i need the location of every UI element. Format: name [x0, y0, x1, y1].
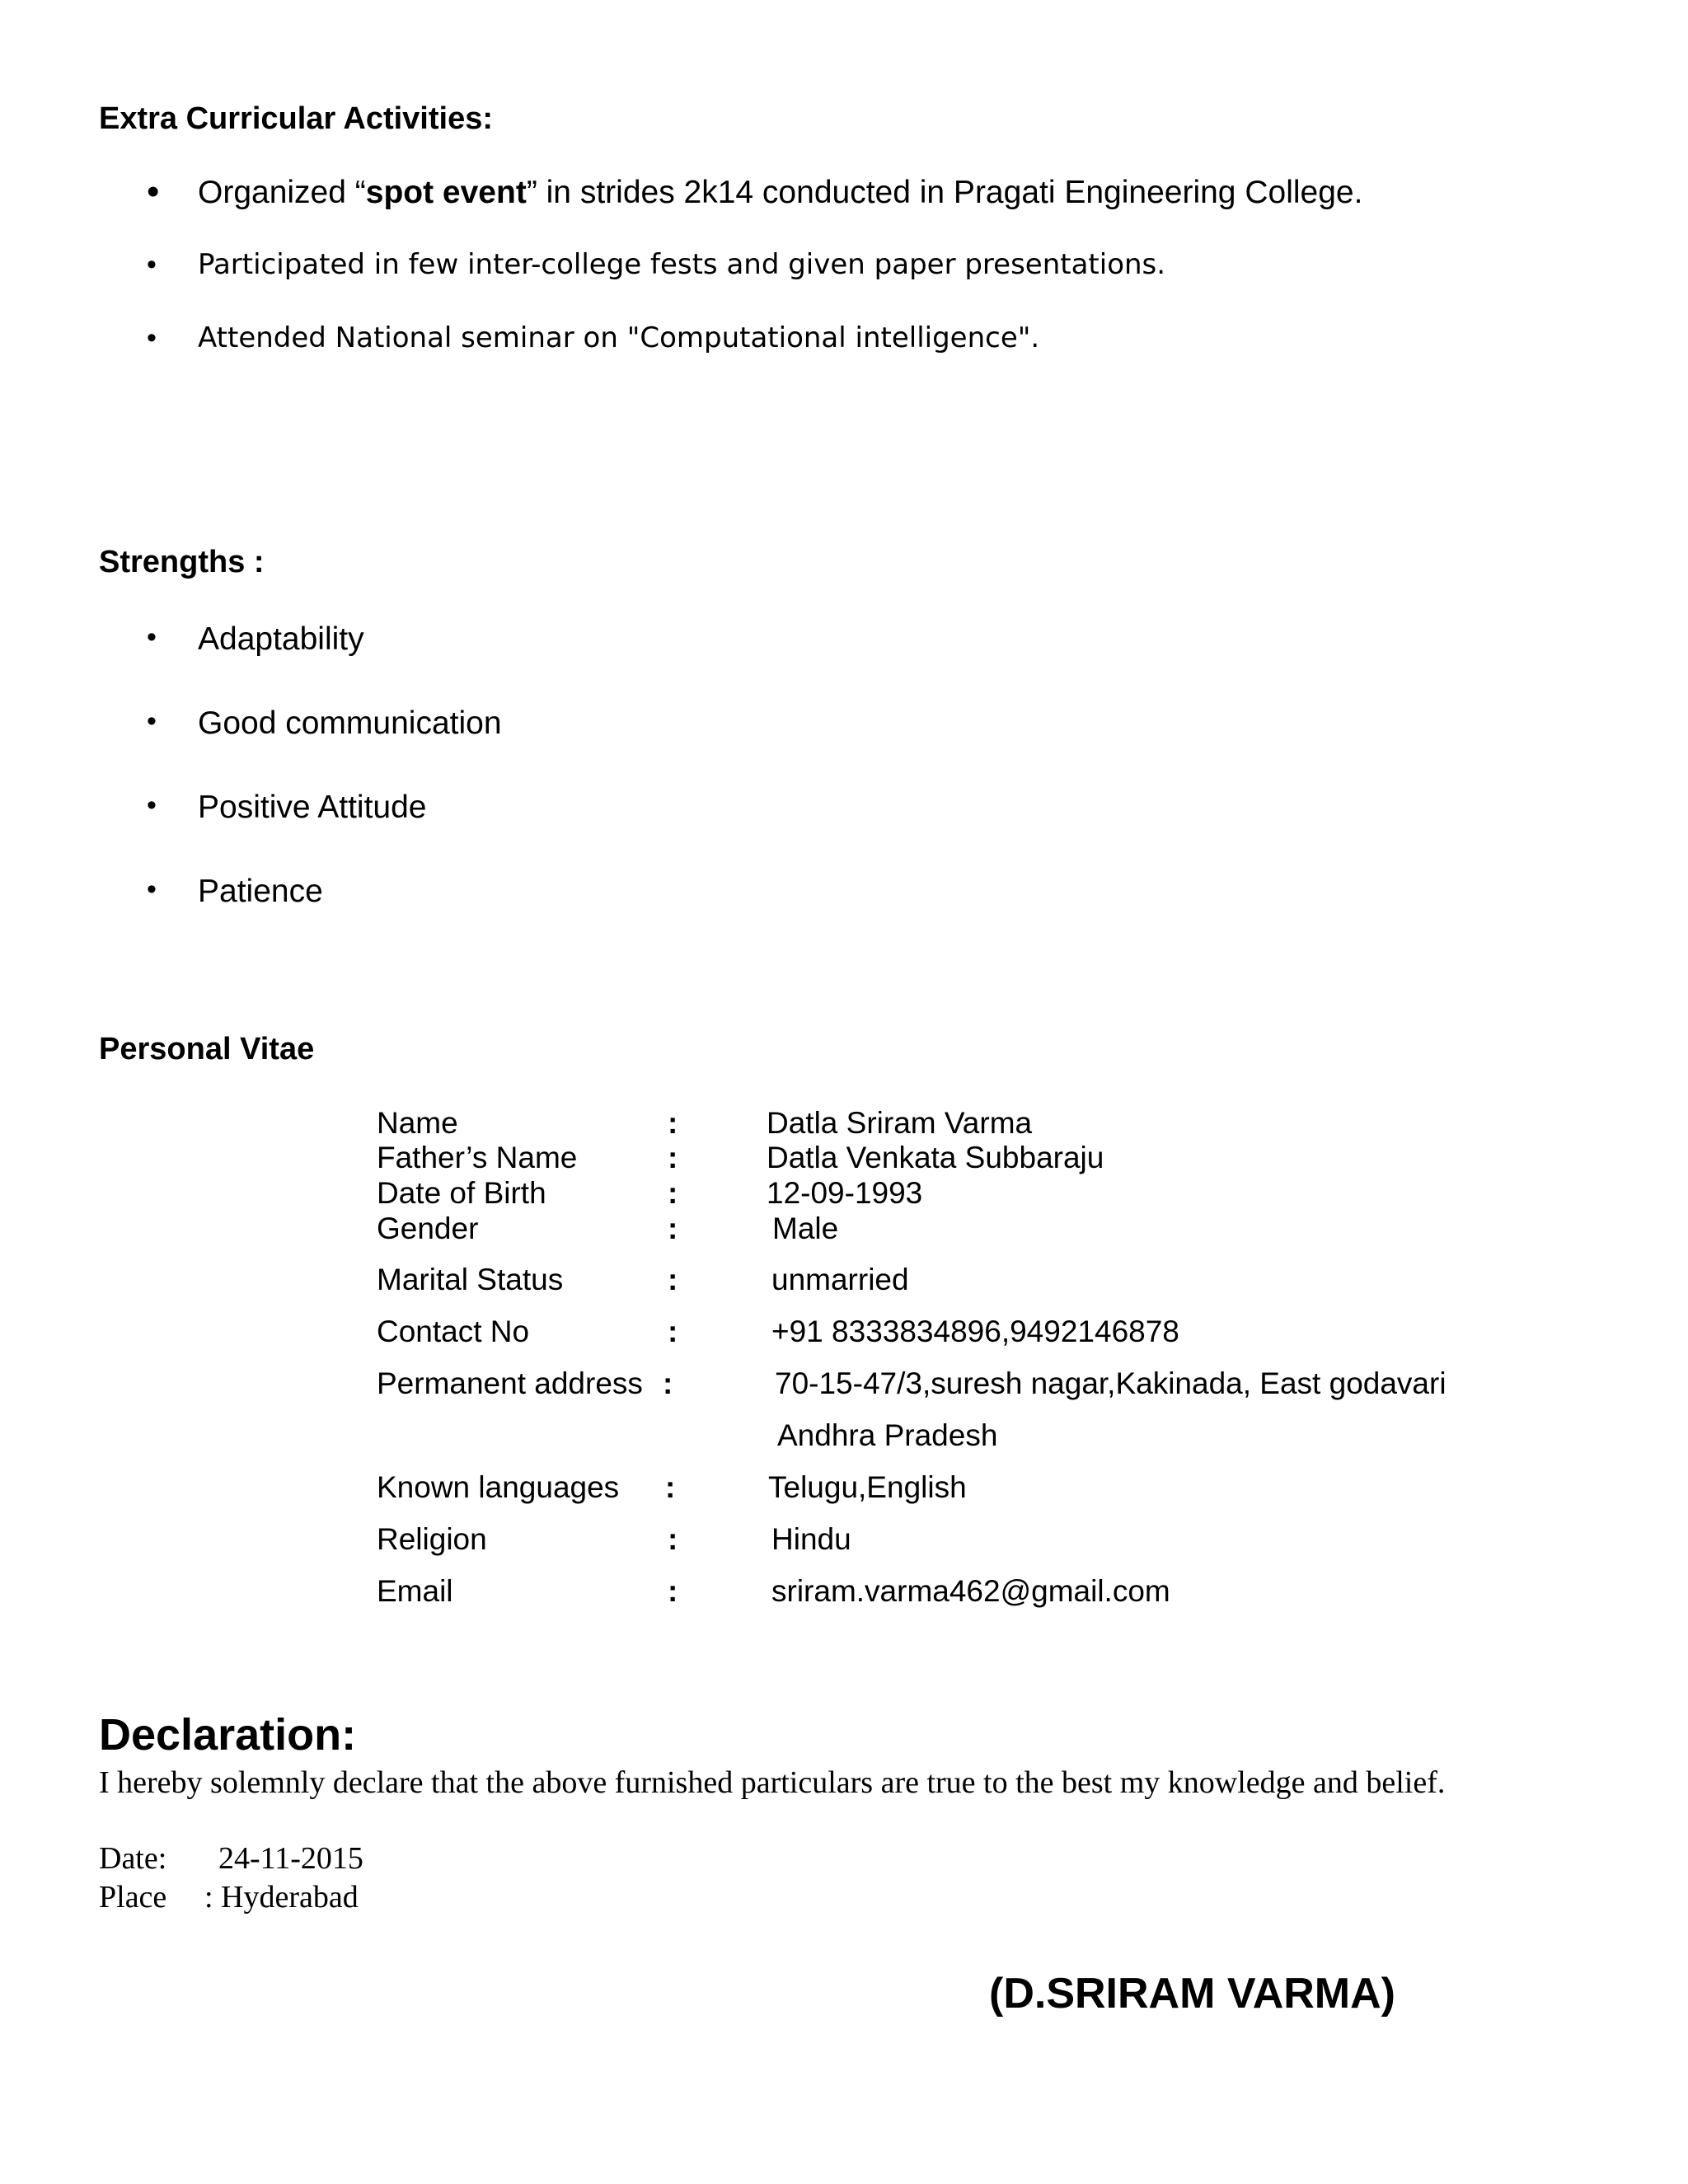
vitae-colon: : [668, 1176, 678, 1210]
bullet-icon: • [147, 621, 157, 653]
vitae-label: Contact No [377, 1315, 530, 1348]
vitae-label: Father’s Name [377, 1141, 578, 1174]
vitae-value: 70-15-47/3,suresh nagar,Kakinada, East godavari [775, 1366, 1447, 1400]
vitae-value: Datla Sriram Varma [767, 1106, 1033, 1140]
vitae-colon: : [668, 1106, 678, 1140]
place-value: : Hyderabad [204, 1880, 359, 1915]
personal-vitae-heading: Personal Vitae [99, 1032, 315, 1066]
vitae-colon: : [668, 1574, 678, 1608]
date-value: 24-11-2015 [218, 1841, 363, 1876]
vitae-value: Hindu [771, 1522, 851, 1556]
vitae-colon: : [665, 1470, 676, 1504]
vitae-value: sriram.varma462@gmail.com [771, 1574, 1170, 1608]
vitae-colon: : [663, 1366, 673, 1400]
vitae-colon: : [668, 1141, 678, 1174]
vitae-label: Date of Birth [377, 1176, 546, 1210]
bullet-icon: • [147, 322, 157, 354]
vitae-label: Gender [377, 1212, 479, 1245]
item-text-suffix: ” in strides 2k14 conducted in Pragati Engineering College. [526, 175, 1363, 210]
list-item-text: Positive Attitude [198, 790, 427, 825]
list-item-text: Adaptability [198, 621, 364, 657]
vitae-value: unmarried [771, 1263, 909, 1296]
date-label: Date: [99, 1841, 167, 1876]
bullet-icon: • [147, 171, 160, 212]
vitae-label: Email [377, 1574, 453, 1608]
extra-curricular-heading: Extra Curricular Activities: [99, 101, 493, 136]
vitae-label: Known languages [377, 1470, 620, 1504]
vitae-label: Religion [377, 1522, 487, 1556]
list-item-text: Patience [198, 874, 323, 909]
item-text-bold: spot event [365, 175, 527, 210]
list-item-text: Attended National seminar on "Computational intelligence". [198, 321, 1040, 354]
bullet-icon: • [147, 249, 157, 280]
declaration-heading: Declaration: [99, 1710, 357, 1760]
list-item-text [198, 176, 1362, 209]
vitae-value: Andhra Pradesh [777, 1418, 998, 1452]
list-item-text: Good communication [198, 705, 502, 741]
vitae-colon: : [668, 1315, 678, 1348]
vitae-value: +91 8333834896,9492146878 [771, 1315, 1179, 1348]
vitae-label: Name [377, 1106, 458, 1140]
vitae-value: Male [772, 1212, 839, 1245]
vitae-label: Permanent address [377, 1366, 643, 1400]
bullet-icon: • [147, 705, 157, 737]
vitae-value: Datla Venkata Subbaraju [767, 1141, 1104, 1174]
list-item-text: Participated in few inter-college fests and given paper presentations. [198, 248, 1166, 281]
vitae-value: 12-09-1993 [767, 1176, 923, 1210]
bullet-icon: • [147, 790, 157, 821]
bullet-icon: • [147, 874, 157, 905]
strengths-heading: Strengths : [99, 545, 265, 579]
vitae-colon: : [668, 1522, 678, 1556]
vitae-colon: : [668, 1263, 678, 1296]
vitae-colon: : [668, 1212, 678, 1245]
place-label: Place [99, 1880, 167, 1915]
declaration-text: I hereby solemnly declare that the above furnished particulars are true to the best my knowledge and belief. [99, 1765, 1446, 1800]
item-text-prefix: Organized “ [198, 175, 366, 210]
signature-name: (D.SRIRAM VARMA) [989, 1970, 1395, 2018]
vitae-value: Telugu,English [768, 1470, 967, 1504]
vitae-label: Marital Status [377, 1263, 564, 1296]
